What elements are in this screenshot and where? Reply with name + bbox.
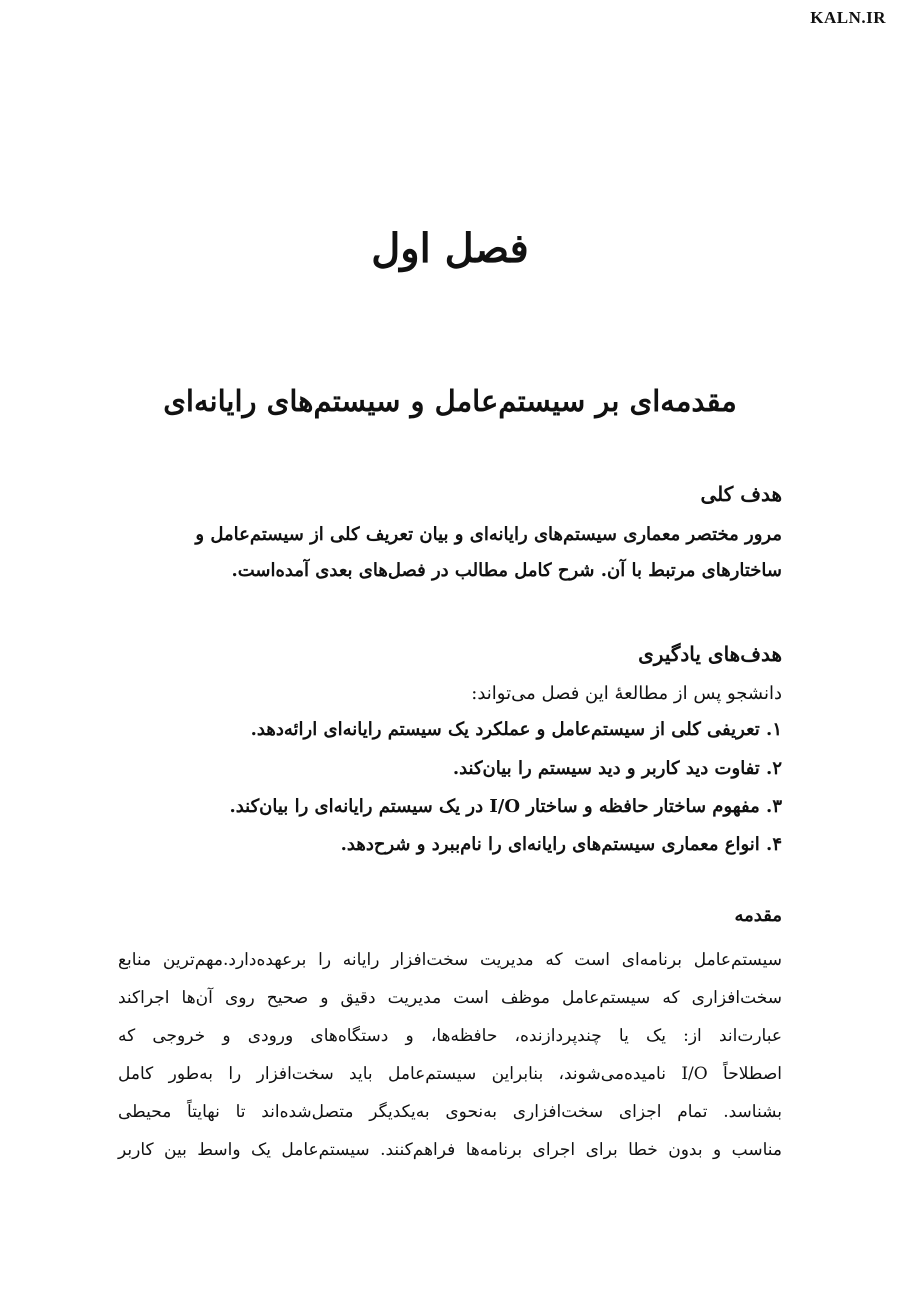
learning-goals-heading: هدف‌های یادگیری [638, 642, 782, 666]
learning-goals-lead: دانشجو پس از مطالعهٔ این فصل می‌تواند: [471, 683, 782, 704]
introduction-line: عبارت‌اند از: یک یا چندپردازنده، حافظه‌ها، و دستگاه‌های ورودی و خروجی که [118, 1026, 782, 1046]
learning-goal-item: ۳. مفهوم ساختار حافظه و ساختار I/O در یک سیستم رایانه‌ای را بیان‌کند. [229, 796, 782, 817]
watermark: KALN.IR [810, 8, 886, 27]
introduction-line: سیستم‌عامل برنامه‌ای است که مدیریت سخت‌افزار رایانه را برعهده‌دارد.مهم‌ترین منابع [118, 950, 782, 970]
learning-goal-item: ۱. تعریفی کلی از سیستم‌عامل و عملکرد یک سیستم رایانه‌ای ارائه‌دهد. [250, 719, 782, 740]
introduction-line: مناسب و بدون خطا برای اجرای برنامه‌ها فراهم‌کنند. سیستم‌عامل یک واسط بین کاربر [118, 1140, 782, 1160]
general-goal-line: ساختارهای مرتبط با آن. شرح کامل مطالب در فصل‌های بعدی آمده‌است. [231, 560, 782, 581]
chapter-title: مقدمه‌ای بر سیستم‌عامل و سیستم‌های رایانه‌ای [163, 384, 737, 418]
introduction-heading: مقدمه [734, 905, 782, 926]
learning-goal-item: ۲. تفاوت دید کاربر و دید سیستم را بیان‌کند. [452, 758, 782, 779]
general-goal-line: مرور مختصر معماری سیستم‌های رایانه‌ای و بیان تعریف کلی از سیستم‌عامل و [195, 524, 782, 545]
general-goal-heading: هدف کلی [700, 482, 782, 506]
learning-goal-item: ۴. انواع معماری سیستم‌های رایانه‌ای را نام‌ببرد و شرح‌دهد. [340, 834, 782, 855]
introduction-line: بشناسد. تمام اجزای سخت‌افزاری به‌نحوی به‌یکدیگر متصل‌شده‌اند تا نهایتاً محیطی [118, 1102, 782, 1122]
introduction-line: سخت‌افزاری که سیستم‌عامل موظف است مدیریت دقیق و صحیح روی آن‌ها اجراکند [118, 988, 782, 1008]
chapter-label: فصل اول [371, 225, 529, 272]
introduction-line: اصطلاحاً I/O نامیده‌می‌شوند، بنابراین سیستم‌عامل باید سخت‌افزار را به‌طور کامل [118, 1064, 782, 1084]
